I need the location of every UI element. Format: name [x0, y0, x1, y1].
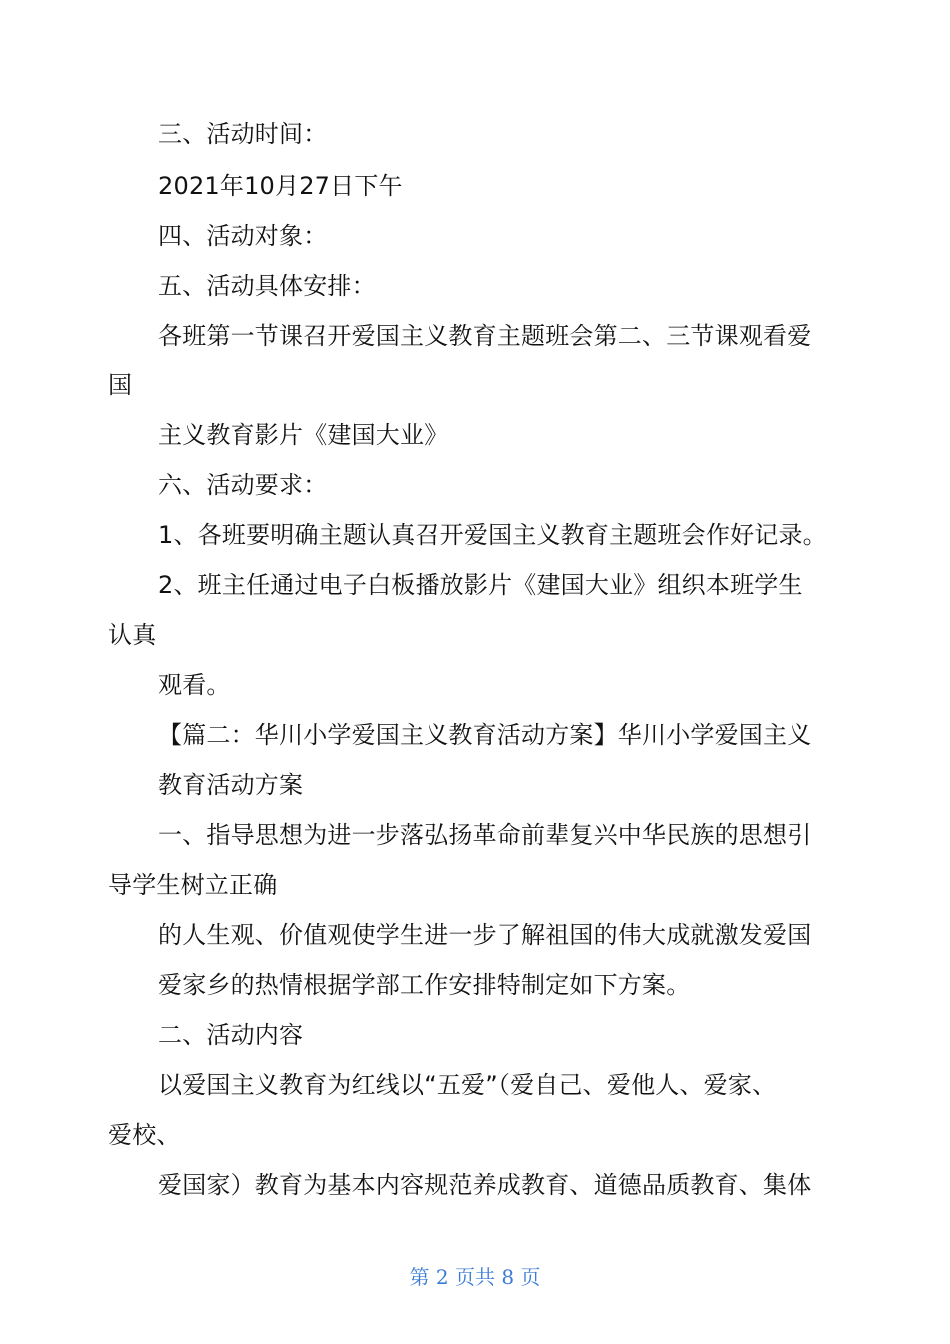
text-line: 爱家乡的热情根据学部工作安排特制定如下方案。 [158, 971, 691, 999]
text-line: 各班第一节课召开爱国主义教育主题班会第二、三节课观看爱 [158, 322, 812, 350]
text-line: 爱国家）教育为基本内容规范养成教育、道德品质教育、集体 [158, 1171, 812, 1199]
text-line: 导学生树立正确 [108, 871, 278, 899]
text-line: 五、活动具体安排： [158, 272, 376, 300]
page-number-footer: 第 2 页共 8 页 [409, 1265, 541, 1289]
text-line: 国 [108, 371, 133, 399]
text-line: 教育活动方案 [158, 771, 304, 799]
text-line: 三、活动时间： [158, 120, 328, 148]
text-line: 六、活动要求： [158, 471, 328, 499]
text-line: 认真 [108, 621, 157, 649]
text-line: 的人生观、价值观使学生进一步了解祖国的伟大成就激发爱国 [158, 921, 812, 949]
text-line: 二、活动内容 [158, 1021, 304, 1049]
text-line: 主义教育影片《建国大业》 [158, 421, 449, 449]
text-line: 2、班主任通过电子白板播放影片《建国大业》组织本班学生 [158, 571, 803, 599]
text-line: 1、各班要明确主题认真召开爱国主义教育主题班会作好记录。 [158, 521, 827, 549]
text-line: 四、活动对象： [158, 222, 328, 250]
text-line: 一、指导思想为进一步落弘扬革命前辈复兴中华民族的思想引 [158, 821, 812, 849]
text-line: 【篇二：华川小学爱国主义教育活动方案】华川小学爱国主义 [158, 721, 812, 749]
text-line: 2021年10月27日下午 [158, 172, 403, 200]
text-line: 以爱国主义教育为红线以“五爱”（爱自己、爱他人、爱家、 [158, 1071, 777, 1099]
text-line: 爱校、 [108, 1121, 181, 1149]
text-line: 观看。 [158, 671, 231, 699]
